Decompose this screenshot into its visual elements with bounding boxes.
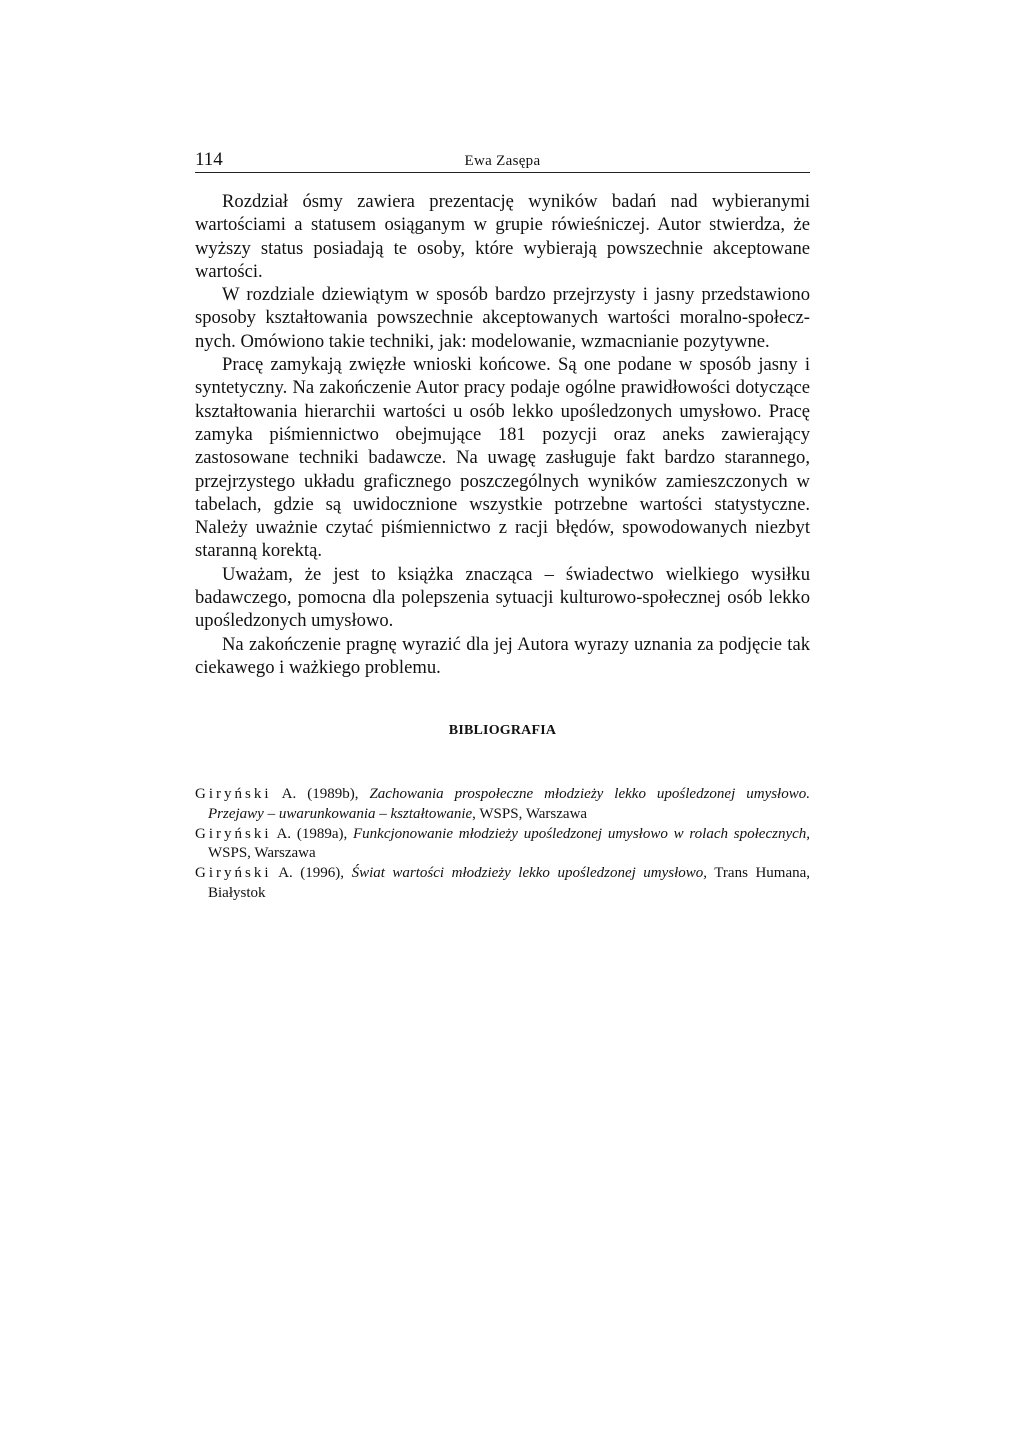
bib-author: Giryński xyxy=(195,865,272,881)
bib-initial-year: A. (1989b), xyxy=(271,786,370,802)
bibliography-heading: BIBLIOGRAFIA xyxy=(448,723,557,738)
bib-title: Świat wartości młodzieży lekko upośledzonej umysłowo xyxy=(351,865,704,881)
paragraph: W rozdziale dziewiątym w sposób bardzo przejrzysty i jasny przedstawiono sposoby kształtowania powszechnie akceptowanych wartości moralno-społecznych. Omówiono takie techniki, jak: modelowanie, wzmacnianie pozytywne. xyxy=(195,284,810,352)
body-text xyxy=(195,190,810,679)
paragraph: Na zakończenie pragnę wyrazić dla jej Autora wyrazy uznania za podjęcie tak ciekawego i ważkiego problemu. xyxy=(195,633,810,678)
bibliography-list xyxy=(195,785,810,904)
paragraph: Pracę zamykają zwięzłe wnioski końcowe. Są one podane w sposób jasny i syntetyczny. Na zakończenie Autor pracy podaje ogólne prawidłowości dotyczące kształtowania hierarchii wartości u osób lekko upośledzonych umysłowo. Pracę zamyka piśmiennictwo obejmujące 181 pozycji oraz aneks zawierający zastosowane techniki badawcze. Na uwagę zasługuje fakt bardzo starannego, przejrzystego układu graficznego poszczególnych wyników zamieszczonych w tabelach, gdzie są uwidocznione wszystkie potrzebne wartości statystyczne. Należy uważnie czytać piśmiennictwo z racji błędów, spowodowanych niezbyt staranną korektą. xyxy=(195,354,810,562)
bib-initial-year: A. (1989a), xyxy=(271,825,354,842)
paragraph: Rozdział ósmy zawiera prezentację wyników badań nad wybieranymi wartościami a statusem osiąganym w grupie rówieśniczej. Autor stwierdza, że wyższy status posiadają te osoby, które wybierają powszechnie akceptowane wartości. xyxy=(195,191,810,282)
running-head: Ewa Zasępa xyxy=(464,153,541,169)
bib-publisher: , Trans Humana, Białystok xyxy=(208,865,811,901)
bib-publisher: , WSPS, Warszawa xyxy=(472,805,588,822)
bib-author: Giryński xyxy=(195,786,272,802)
bib-title: Zachowania prospołeczne młodzieży lekko upośledzonej umysłowo. Przejawy – uwarunkowania – kształtowanie xyxy=(208,786,810,822)
bibliography-entry xyxy=(195,785,810,824)
bibliography-entry xyxy=(195,864,810,903)
bib-initial-year: A. (1996), xyxy=(271,865,352,881)
bibliography-entry xyxy=(195,825,810,864)
bib-publisher: , WSPS, Warszawa xyxy=(208,825,811,861)
bib-title: Funkcjonowanie młodzieży upośledzonej umysłowo w rolach społecznych xyxy=(353,825,807,842)
bib-author: Giryński xyxy=(195,825,272,842)
page-number: 114 xyxy=(195,149,223,170)
paragraph: Uważam, że jest to książka znacząca – świadectwo wielkiego wysiłku badawczego, pomocna dla polepszenia sytuacji kulturowo-społecznej osób lekko upośledzonych umysłowo. xyxy=(195,563,810,632)
page-header xyxy=(195,150,810,173)
